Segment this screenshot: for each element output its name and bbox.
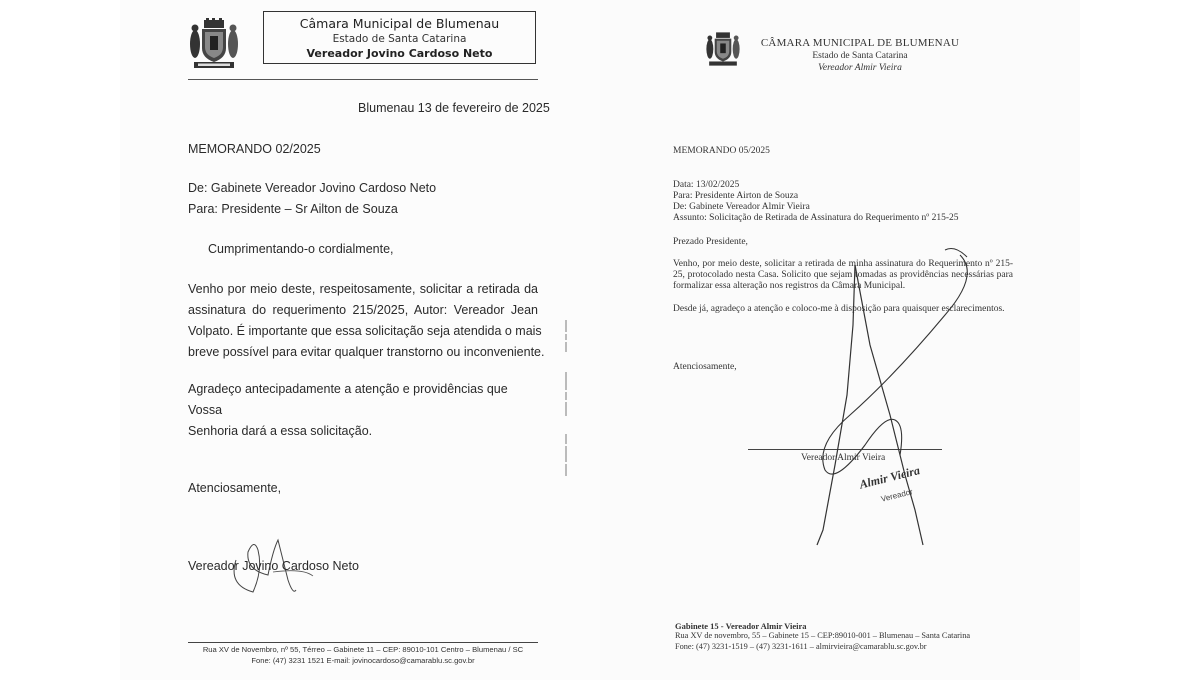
signatory-name: Vereador Jovino Cardoso Neto: [188, 559, 359, 573]
memo-number: MEMORANDO 05/2025: [673, 146, 770, 156]
header-divider: [188, 79, 538, 80]
footer-address: Rua XV de Novembro, nº 55, Térreo – Gabinete 11 – CEP: 89010-101 Centro – Blumenau / SC: [202, 645, 524, 654]
body-paragraph: [188, 279, 545, 363]
thanks-line: Senhoria dará a essa solicitação.: [188, 424, 373, 438]
body-line: 25, protocolado nesta Casa. Solicito que sejam tomadas as providências necessárias para: [673, 270, 1013, 280]
date-line: Data: 13/02/2025: [673, 180, 740, 190]
closing: Atenciosamente,: [188, 481, 282, 495]
footer-divider: [188, 642, 538, 643]
handwritten-signature: [795, 245, 995, 560]
thanks-paragraph: [188, 379, 538, 442]
signature-stamp-role: Vereador: [880, 487, 914, 504]
letterhead-org: CÂMARA MUNICIPAL DE BLUMENAU: [760, 37, 960, 49]
signature-stamp-name: Almir Vieira: [858, 463, 922, 492]
salutation: Prezado Presidente,: [673, 237, 748, 247]
memo-number: MEMORANDO 02/2025: [188, 142, 321, 156]
signatory-name: Vereador Almir Vieira: [801, 453, 886, 463]
letterhead-box: [263, 11, 536, 64]
letterhead-state: Estado de Santa Catarina: [332, 33, 467, 45]
memo-page-jovino: [120, 0, 600, 680]
body-line: Volpato. É importante que essa solicitação seja atendida o mais: [188, 324, 542, 338]
letterhead-councilor: Vereador Almir Vieira: [818, 63, 902, 73]
body-line: Venho, por meio deste, solicitar a retirada de minha assinatura do Requerimento nº 215-: [673, 259, 1013, 269]
letterhead-councilor: Vereador Jovino Cardoso Neto: [306, 47, 493, 60]
coat-of-arms-icon: [705, 31, 741, 67]
letterhead-state: Estado de Santa Catarina: [812, 51, 908, 61]
footer-contact: Fone: (47) 3231-1519 – (47) 3231-1611 – almirvieira@camarablu.sc.gov.br: [675, 642, 927, 651]
body-line: formalizar essa alteração nos registros da Câmara Municipal.: [673, 281, 906, 291]
to-line: Para: Presidente – Sr Ailton de Souza: [188, 202, 398, 216]
date-line: Blumenau 13 de fevereiro de 2025: [358, 101, 550, 115]
from-line: De: Gabinete Vereador Almir Vieira: [673, 202, 810, 212]
thanks-line: Agradeço antecipadamente a atenção e providências que Vossa: [188, 382, 508, 417]
to-line: Para: Presidente Airton de Souza: [673, 191, 799, 201]
letterhead-org: Câmara Municipal de Blumenau: [299, 16, 500, 31]
subject-line: Assunto: Solicitação de Retirada de Assinatura do Requerimento nº 215-25: [673, 213, 959, 223]
margin-stamp-mark: [565, 320, 571, 478]
body-line: Venho por meio deste, respeitosamente, solicitar a retirada da: [188, 282, 538, 296]
body-line: assinatura do requerimento 215/2025, Autor: Vereador Jean: [188, 303, 538, 317]
closing: Atenciosamente,: [673, 362, 737, 372]
memo-page-almir: [600, 0, 1080, 680]
footer-address: Rua XV de novembro, 55 – Gabinete 15 – CEP:89010-001 – Blumenau – Santa Catarina: [675, 631, 971, 640]
footer-title: Gabinete 15 - Vereador Almir Vieira: [675, 621, 807, 631]
footer-contact: Fone: (47) 3231 1521 E-mail: jovinocardoso@camarablu.sc.gov.br: [251, 656, 475, 665]
greeting: Cumprimentando-o cordialmente,: [208, 242, 394, 256]
coat-of-arms-icon: [188, 18, 240, 70]
body-line: breve possível para evitar qualquer transtorno ou inconveniente.: [188, 345, 545, 359]
thanks-paragraph: Desde já, agradeço a atenção e coloco-me à disposição para quaisquer esclarecimentos.: [673, 304, 1005, 314]
from-line: De: Gabinete Vereador Jovino Cardoso Neto: [188, 181, 437, 195]
